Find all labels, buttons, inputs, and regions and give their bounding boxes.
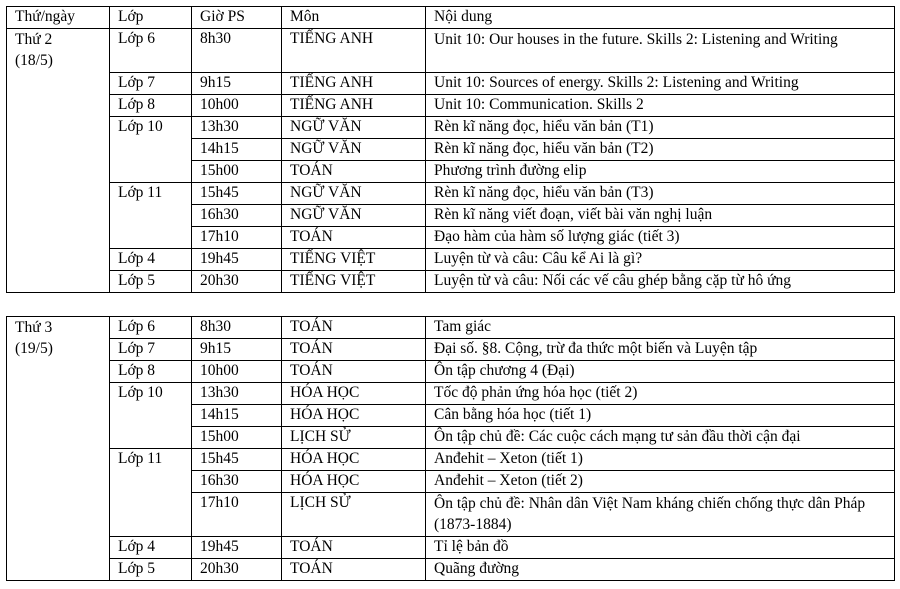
subject-cell: HÓA HỌC: [282, 449, 426, 471]
subject-cell: TOÁN: [282, 227, 426, 249]
subject-cell: NGỮ VĂN: [282, 183, 426, 205]
table-row: [7, 537, 895, 559]
subject-cell: LỊCH SỬ: [282, 493, 426, 537]
day-date: (18/5): [15, 52, 53, 69]
content-cell: Unit 10: Our houses in the future. Skills 2: Listening and Writing: [426, 29, 895, 73]
time-cell: 17h10: [192, 227, 282, 249]
table-row: [7, 559, 895, 581]
content-cell: Cân bằng hóa học (tiết 1): [426, 405, 895, 427]
table-row: [7, 271, 895, 293]
content-cell: Tỉ lệ bản đồ: [426, 537, 895, 559]
content-cell: Unit 10: Sources of energy. Skills 2: Listening and Writing: [426, 73, 895, 95]
time-cell: 10h00: [192, 95, 282, 117]
time-cell: 9h15: [192, 339, 282, 361]
class-cell: Lớp 11: [110, 183, 192, 249]
content-cell: Luyện từ và câu: Câu kể Ai là gì?: [426, 249, 895, 271]
header-subject: Môn: [282, 7, 426, 29]
table-row: [7, 383, 895, 405]
subject-cell: TOÁN: [282, 361, 426, 383]
content-cell: Unit 10: Communication. Skills 2: [426, 95, 895, 117]
time-cell: 19h45: [192, 537, 282, 559]
content-cell: Phương trình đường elip: [426, 161, 895, 183]
content-cell: Rèn kĩ năng đọc, hiểu văn bản (T1): [426, 117, 895, 139]
time-cell: 14h15: [192, 405, 282, 427]
time-cell: 15h45: [192, 183, 282, 205]
schedule-table-tuesday: [6, 316, 895, 581]
time-cell: 15h00: [192, 161, 282, 183]
class-cell: Lớp 5: [110, 559, 192, 581]
time-cell: 16h30: [192, 471, 282, 493]
class-cell: Lớp 8: [110, 95, 192, 117]
subject-cell: HÓA HỌC: [282, 471, 426, 493]
schedule-table-monday: [6, 6, 895, 293]
class-cell: Lớp 8: [110, 361, 192, 383]
content-cell: Ôn tập chương 4 (Đại): [426, 361, 895, 383]
time-cell: 10h00: [192, 361, 282, 383]
time-cell: 13h30: [192, 383, 282, 405]
table-row: [7, 29, 895, 73]
time-cell: 15h45: [192, 449, 282, 471]
subject-cell: TOÁN: [282, 161, 426, 183]
class-cell: Lớp 10: [110, 117, 192, 183]
subject-cell: TOÁN: [282, 317, 426, 339]
table-row: [7, 339, 895, 361]
class-cell: Lớp 6: [110, 29, 192, 73]
subject-cell: NGỮ VĂN: [282, 117, 426, 139]
content-cell: Rèn kĩ năng viết đoạn, viết bài văn nghị luận: [426, 205, 895, 227]
class-cell: Lớp 7: [110, 73, 192, 95]
content-cell: Tốc độ phản ứng hóa học (tiết 2): [426, 383, 895, 405]
time-cell: 8h30: [192, 317, 282, 339]
subject-cell: TIẾNG VIỆT: [282, 271, 426, 293]
content-cell: Quãng đường: [426, 559, 895, 581]
time-cell: 14h15: [192, 139, 282, 161]
table-row: [7, 183, 895, 205]
time-cell: 8h30: [192, 29, 282, 73]
class-cell: Lớp 7: [110, 339, 192, 361]
subject-cell: TIẾNG ANH: [282, 73, 426, 95]
time-cell: 20h30: [192, 271, 282, 293]
content-cell: Đạo hàm của hàm số lượng giác (tiết 3): [426, 227, 895, 249]
class-cell: Lớp 11: [110, 449, 192, 537]
time-cell: 20h30: [192, 559, 282, 581]
subject-cell: LỊCH SỬ: [282, 427, 426, 449]
subject-cell: NGỮ VĂN: [282, 139, 426, 161]
subject-cell: TOÁN: [282, 339, 426, 361]
content-cell: Anđehit – Xeton (tiết 1): [426, 449, 895, 471]
subject-cell: TIẾNG ANH: [282, 95, 426, 117]
day-date: (19/5): [15, 340, 53, 357]
content-cell: Đại số. §8. Cộng, trừ đa thức một biến và Luyện tập: [426, 339, 895, 361]
day-name: Thứ 3: [15, 319, 53, 336]
subject-cell: TOÁN: [282, 559, 426, 581]
table-row: [7, 73, 895, 95]
time-cell: 16h30: [192, 205, 282, 227]
header-time: Giờ PS: [192, 7, 282, 29]
class-cell: Lớp 10: [110, 383, 192, 449]
content-cell: Rèn kĩ năng đọc, hiểu văn bản (T3): [426, 183, 895, 205]
content-cell: Ôn tập chủ đề: Nhân dân Việt Nam kháng chiến chống thực dân Pháp (1873-1884): [426, 493, 895, 537]
table-row: [7, 95, 895, 117]
content-cell: Ôn tập chủ đề: Các cuộc cách mạng tư sản đầu thời cận đại: [426, 427, 895, 449]
class-cell: Lớp 5: [110, 271, 192, 293]
header-day: Thứ/ngày: [7, 7, 110, 29]
table-row: [7, 317, 895, 339]
table-row: [7, 361, 895, 383]
subject-cell: TOÁN: [282, 537, 426, 559]
time-cell: 17h10: [192, 493, 282, 537]
time-cell: 19h45: [192, 249, 282, 271]
header-content: Nội dung: [426, 7, 895, 29]
subject-cell: TIẾNG VIỆT: [282, 249, 426, 271]
table-row: [7, 249, 895, 271]
time-cell: 9h15: [192, 73, 282, 95]
content-cell: Anđehit – Xeton (tiết 2): [426, 471, 895, 493]
day-cell: [7, 29, 110, 293]
subject-cell: HÓA HỌC: [282, 383, 426, 405]
class-cell: Lớp 4: [110, 249, 192, 271]
table-row: [7, 117, 895, 139]
subject-cell: NGỮ VĂN: [282, 205, 426, 227]
header-row: [7, 7, 895, 29]
header-class: Lớp: [110, 7, 192, 29]
time-cell: 13h30: [192, 117, 282, 139]
table-row: [7, 449, 895, 471]
content-cell: Rèn kĩ năng đọc, hiểu văn bản (T2): [426, 139, 895, 161]
class-cell: Lớp 4: [110, 537, 192, 559]
time-cell: 15h00: [192, 427, 282, 449]
day-name: Thứ 2: [15, 31, 53, 48]
content-cell: Tam giác: [426, 317, 895, 339]
day-cell: [7, 317, 110, 581]
subject-cell: TIẾNG ANH: [282, 29, 426, 73]
content-cell: Luyện từ và câu: Nối các vế câu ghép bằng cặp từ hô ứng: [426, 271, 895, 293]
subject-cell: HÓA HỌC: [282, 405, 426, 427]
class-cell: Lớp 6: [110, 317, 192, 339]
